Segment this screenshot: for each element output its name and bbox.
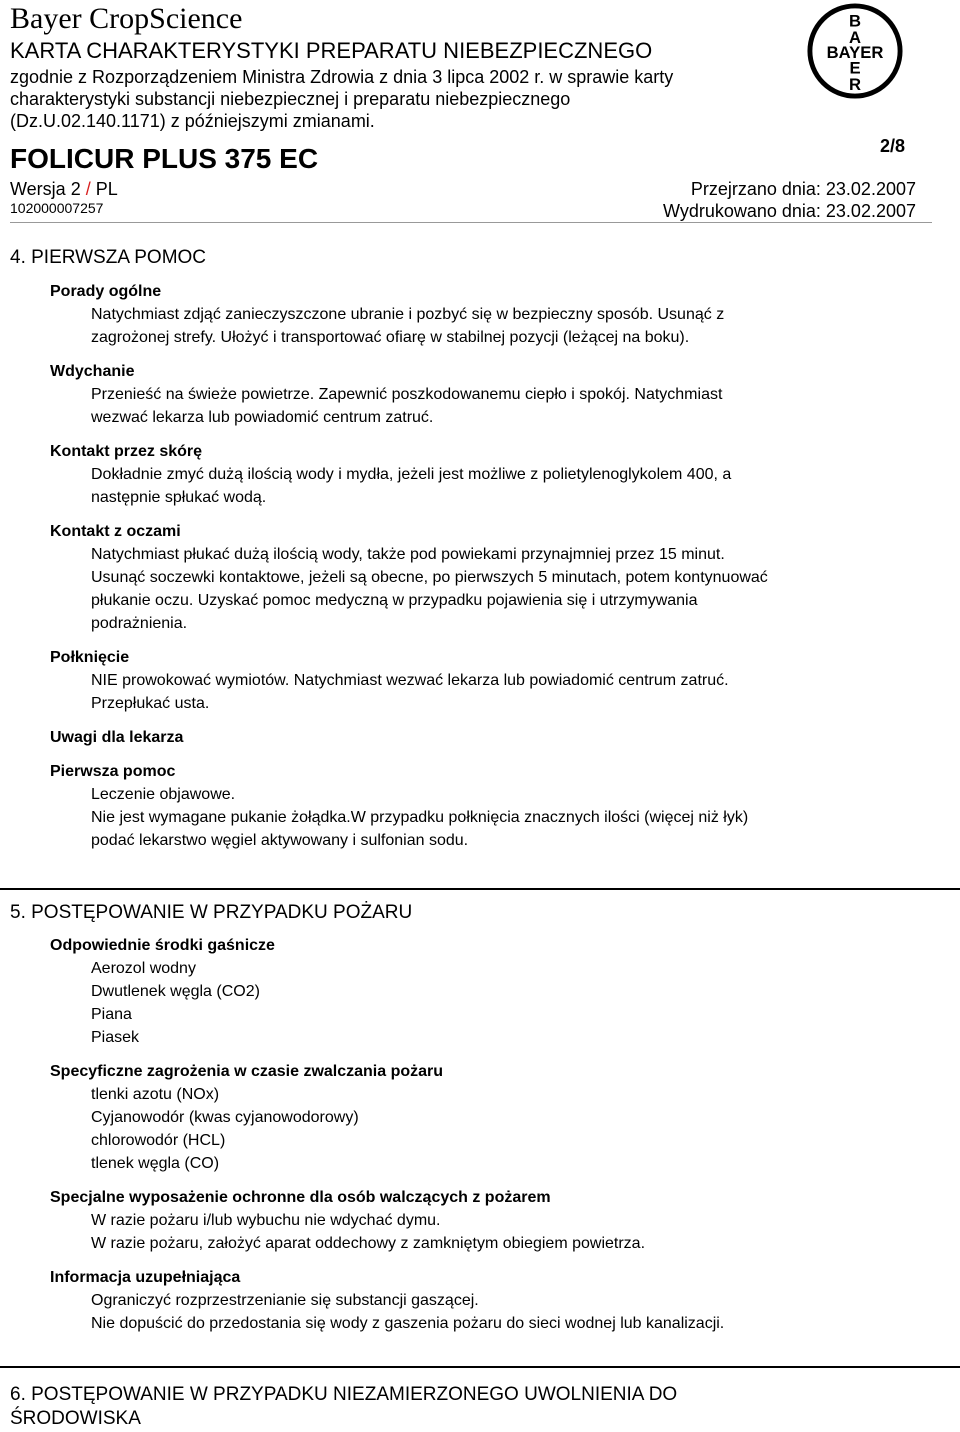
section-first-aid [10, 246, 932, 863]
subsection-text-line: W razie pożaru i/lub wybuchu nie wdychać dymu. [91, 1212, 441, 1229]
logo-center-word: BAYER [826, 42, 884, 62]
subsection-text-line: Przenieść na świeże powietrze. Zapewnić poszkodowanemu ciepło i spokój. Natychmiast [91, 386, 723, 403]
logo-letter: B [848, 11, 862, 31]
subsection-text-line: Przepłukać usta. [91, 695, 210, 712]
subsection-text-line: Dokładnie zmyć dużą ilością wody i mydła, jeżeli jest możliwe z polietylenoglykolem 400, a [91, 466, 732, 483]
subsection-text-line: Ograniczyć rozprzestrzenianie się substancji gaszącej. [91, 1292, 479, 1309]
regulation-line: charakterystyki substancji niebezpiecznej i preparatu niebezpiecznego [10, 89, 571, 109]
subsection-title: Specyficzne zagrożenia w czasie zwalczania pożaru [50, 1063, 444, 1080]
subsection-text-line: chlorowodór (HCL) [91, 1132, 226, 1149]
section-items [10, 280, 932, 863]
regulation-line: (Dz.U.02.140.1171) z późniejszymi zmianami. [10, 111, 375, 131]
subsection-text-line: NIE prowokować wymiotów. Natychmiast wezwać lekarza lub powiadomić centrum zatruć. [91, 672, 729, 689]
subsection-title: Wdychanie [50, 363, 135, 380]
subsection-text-line: podać lekarstwo węgiel aktywowany i sulfonian sodu. [91, 832, 469, 849]
section-accidental-release [10, 1383, 932, 1431]
spacer [10, 715, 932, 726]
subsection-text-line: Nie jest wymagane pukanie żołądka.W przypadku połknięcia znacznych ilości (więcej niż łyk) [91, 809, 749, 826]
subsection-text-line: Natychmiast zdjąć zanieczyszczone ubranie i pozbyć się w bezpieczny sposób. Usunąć z [91, 306, 725, 323]
section-fire-fighting [10, 901, 932, 1346]
spacer [10, 349, 932, 360]
bayer-logo [806, 2, 904, 100]
section-title: 5. POSTĘPOWANIE W PRZYPADKU POŻARU [10, 902, 413, 923]
subsection-text-line: płukanie oczu. Uzyskać pomoc medyczną w przypadku pojawienia się i utrzymywania [91, 592, 698, 609]
regulation-note [10, 66, 673, 132]
page-number: 2/8 [880, 136, 906, 156]
section-divider [0, 1366, 960, 1368]
section-title: 4. PIERWSZA POMOC [10, 247, 207, 268]
subsection-title: Informacja uzupełniająca [50, 1269, 241, 1286]
subsection-title: Kontakt przez skórę [50, 443, 203, 460]
spacer [10, 749, 932, 760]
subsection-text-line: W razie pożaru, założyć aparat oddechowy z zamkniętym obiegiem powietrza. [91, 1235, 646, 1252]
material-number: 102000007257 [10, 200, 104, 216]
printed-date: Wydrukowano dnia: 23.02.2007 [662, 201, 916, 221]
spacer [10, 1255, 932, 1266]
version-number: 2 [70, 179, 81, 199]
regulation-line: zgodnie z Rozporządzeniem Ministra Zdrowia z dnia 3 lipca 2002 r. w sprawie karty [10, 67, 674, 87]
subsection-text-line: Cyjanowodór (kwas cyjanowodorowy) [91, 1109, 359, 1126]
subsection-title: Odpowiednie środki gaśnicze [50, 937, 275, 954]
subsection-text-line: Natychmiast płukać dużą ilością wody, także pod powiekami przynajmniej przez 15 minut. [91, 546, 725, 563]
subsection-title: Kontakt z oczami [50, 523, 181, 540]
subsection-text-line: Piasek [91, 1029, 140, 1046]
date-block [663, 178, 916, 222]
subsection-text-line: Usunąć soczewki kontaktowe, jeżeli są obecne, po pierwszych 5 minutach, potem kontynuować [91, 569, 768, 586]
subsection-text-line: Aerozol wodny [91, 960, 196, 977]
product-name: FOLICUR PLUS 375 EC [10, 143, 319, 174]
section-divider [0, 888, 960, 890]
section-title-line: 6. POSTĘPOWANIE W PRZYPADKU NIEZAMIERZONEGO UWOLNIENIA DO [10, 1384, 678, 1405]
version-line [10, 178, 118, 200]
subsection-text-line: Dwutlenek węgla (CO2) [91, 983, 260, 1000]
reviewed-date: Przejrzano dnia: 23.02.2007 [690, 179, 916, 199]
spacer [10, 635, 932, 646]
document-title: KARTA CHARAKTERYSTYKI PREPARATU NIEBEZPIECZNEGO [10, 38, 653, 63]
subsection-text-line: Piana [91, 1006, 132, 1023]
logo-letter: R [848, 75, 862, 95]
spacer [10, 1049, 932, 1060]
subsection-text-line: tlenek węgla (CO) [91, 1155, 220, 1172]
subsection-title: Pierwsza pomoc [50, 763, 176, 780]
spacer [10, 1175, 932, 1186]
spacer [10, 852, 932, 863]
version-language: PL [95, 179, 118, 199]
section-title-line: ŚRODOWISKA [10, 1408, 141, 1429]
subsection-text-line: tlenki azotu (NOx) [91, 1086, 220, 1103]
subsection-text-line: Leczenie objawowe. [91, 786, 236, 803]
version-separator: / [85, 179, 91, 199]
logo-letter: E [849, 58, 861, 78]
spacer [10, 509, 932, 520]
section-items [10, 934, 932, 1346]
header-divider [10, 222, 932, 223]
version-label: Wersja [10, 179, 66, 199]
subsection-text-line: Nie dopuścić do przedostania się wody z gaszenia pożaru do sieci wodnej lub kanalizacji. [91, 1315, 725, 1332]
spacer [10, 1335, 932, 1346]
subsection-title: Uwagi dla lekarza [50, 729, 184, 746]
company-name: Bayer CropScience [10, 2, 243, 35]
subsection-title: Połknięcie [50, 649, 130, 666]
subsection-text-line: wezwać lekarza lub powiadomić centrum zatruć. [91, 409, 434, 426]
logo-letter: A [848, 28, 862, 48]
spacer [10, 429, 932, 440]
subsection-title: Specjalne wyposażenie ochronne dla osób walczących z pożarem [50, 1189, 551, 1206]
subsection-text-line: podrażnienia. [91, 615, 188, 632]
subsection-text-line: następnie spłukać wodą. [91, 489, 267, 506]
subsection-title: Porady ogólne [50, 283, 162, 300]
subsection-text-line: zagrożonej strefy. Ułożyć i transportować ofiarę w stabilnej pozycji (leżącej na boku). [91, 329, 690, 346]
